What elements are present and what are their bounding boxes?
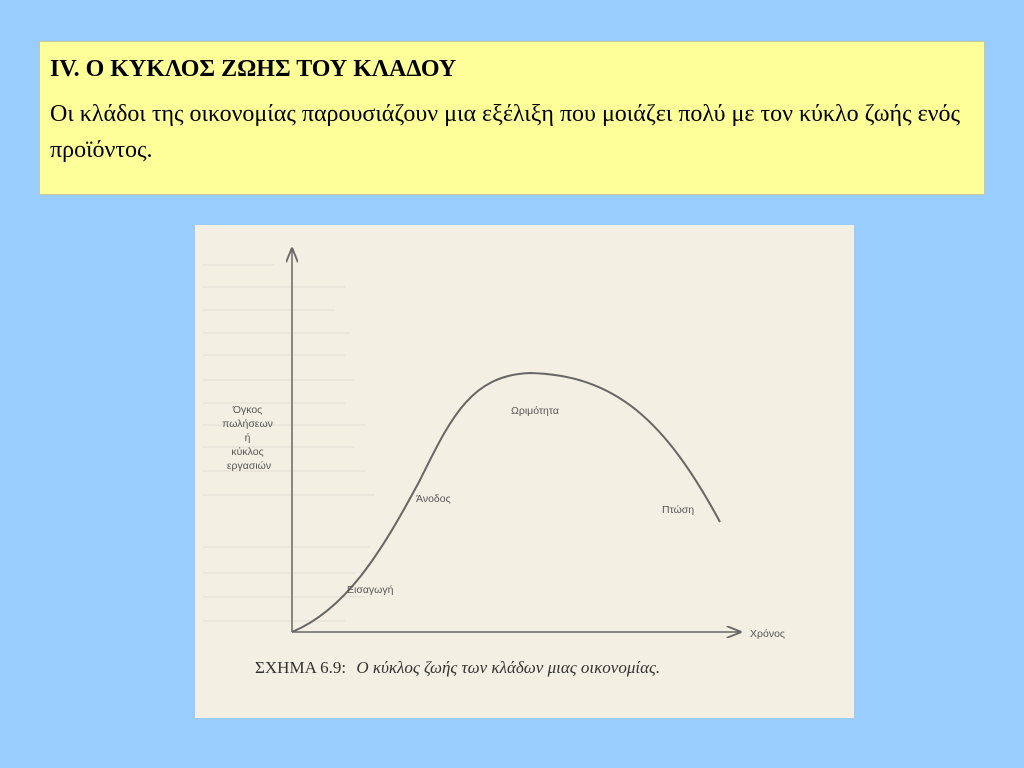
figure-caption [255,658,660,677]
x-axis-label: Χρόνος [750,628,785,640]
bleed-through-texture [203,265,375,621]
stage-introduction-label: Εισαγωγή [347,584,394,596]
stage-growth-label: Άνοδος [416,493,451,505]
y-axis-label: Όγκος πωλήσεων ή κύκλος εργασιών [222,404,273,472]
stage-decline-label: Πτώση [662,504,695,516]
slide-body: Οι κλάδοι της οικονομίας παρουσιάζουν μια εξέλιξη που μοιάζει πολύ με τον κύκλο ζωής ενός προϊόντος. [50,101,961,163]
stage-maturity-label: Ωριμότητα [511,405,559,417]
title-box [39,41,985,195]
caption-prefix: ΣΧΗΜΑ 6.9: [255,658,347,677]
lifecycle-figure [195,225,854,718]
slide-title: IV. Ο ΚΥΚΛΟΣ ΖΩΗΣ ΤΟΥ ΚΛΑΔΟΥ [50,56,457,82]
lifecycle-diagram [195,225,854,718]
caption-text: Ο κύκλος ζωής των κλάδων μιας οικονομίας. [356,658,661,677]
